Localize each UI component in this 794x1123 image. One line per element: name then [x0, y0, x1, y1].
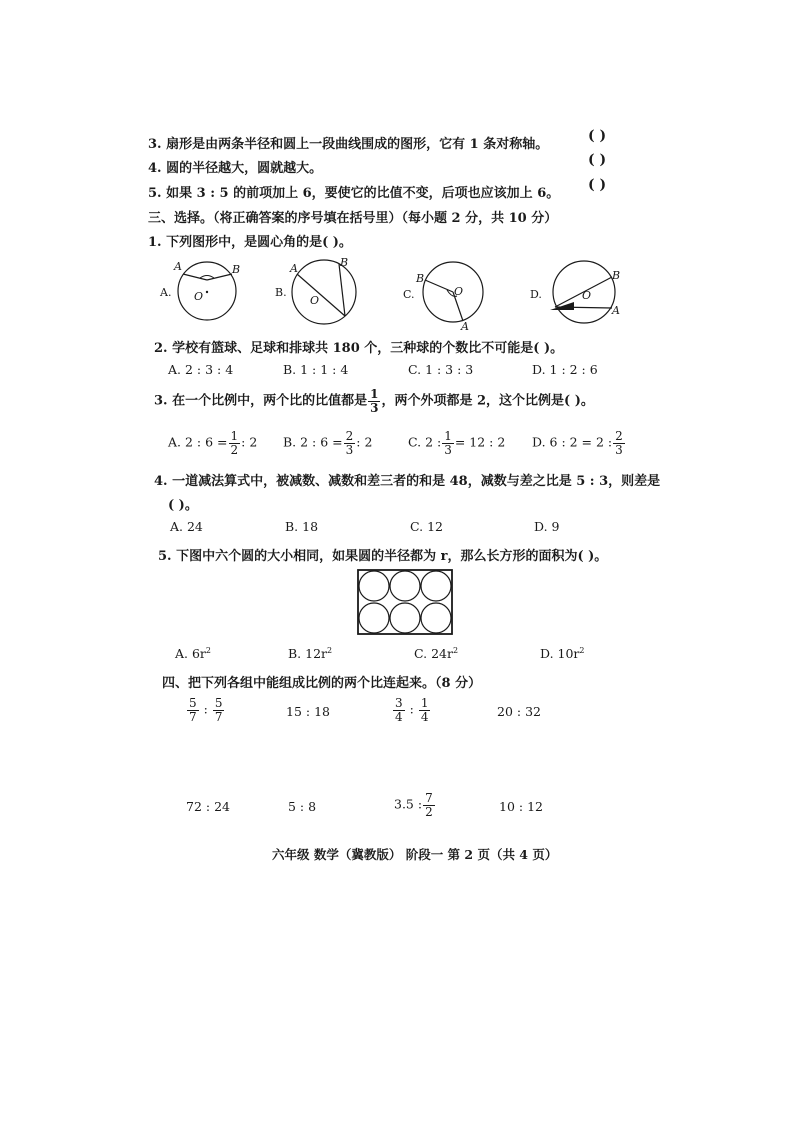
section3-title: 三、选择。（将正确答案的序号填在括号里）（每小题 2 分，共 10 分） [148, 211, 558, 226]
option-d-label: D. [530, 288, 542, 301]
q1-stem: 1. 下列图形中，是圆心角的是( )。 [148, 235, 352, 250]
q4-option-a[interactable]: A. 24 [170, 519, 203, 534]
option-a-label: A. [160, 286, 172, 299]
answer-paren-4[interactable]: ( ) [588, 152, 607, 168]
option-b-center: O [310, 294, 320, 307]
answer-paren-3[interactable]: ( ) [588, 128, 607, 144]
q4-option-b[interactable]: B. 18 [285, 519, 319, 534]
option-a-center: O [194, 290, 204, 303]
q2-option-c[interactable]: C. 1 : 3 : 3 [408, 362, 474, 377]
q3-stem-before: 3. 在一个比例中，两个比的比值都是 [154, 393, 368, 409]
option-d-point-b: B [612, 269, 621, 282]
option-b-diagram[interactable] [275, 256, 356, 324]
q4-option-c[interactable]: C. 12 [410, 519, 443, 534]
q2-option-b[interactable]: B. 1 : 1 : 4 [283, 362, 349, 377]
q4-stem-line2: ( )。 [168, 498, 198, 513]
q3-stem [154, 388, 594, 414]
ratio-top-1[interactable]: $\frac{5}{7}$ : $\frac{5}{7}$ [189, 696, 223, 724]
q3-stem-after: ，两个外项都是 2，这个比例是( )。 [381, 393, 594, 409]
option-a-diagram[interactable] [159, 260, 240, 320]
option-c-point-a: A [461, 320, 469, 333]
q5-option-a[interactable]: A. $6r^2$ [175, 646, 211, 662]
judge-item-4: 4. 圆的半径越大，圆就越大。 [148, 161, 323, 176]
option-d-point-a: A [612, 304, 620, 317]
q4-stem-line1: 4. 一道减法算式中，被减数、减数和差三者的和是 48，减数与差之比是 5 : 3，则差是 [154, 474, 661, 489]
q5-option-d[interactable]: D. $10r^2$ [540, 646, 585, 662]
option-a-point-b: B [232, 263, 241, 276]
q4-option-d[interactable]: D. 9 [534, 519, 560, 534]
q5-option-b[interactable]: B. $12r^2$ [288, 646, 333, 662]
ratio-top-2[interactable]: 15 : 18 [286, 704, 330, 719]
ratio-bottom-3[interactable]: 3.5 : $\frac{7}{2}$ [394, 791, 433, 819]
ratio-bottom-2[interactable]: 5 : 8 [288, 799, 317, 814]
q3-option-c[interactable]: C. 2 : $\frac{1}{3}$ = 12 : 2 [408, 429, 506, 457]
ratio-top-3[interactable]: $\frac{3}{4}$ : $\frac{1}{4}$ [395, 696, 429, 724]
option-c-center: O [454, 285, 464, 298]
q3-option-b[interactable]: B. 2 : 6 = $\frac{2}{3}$ : 2 [283, 429, 373, 457]
q2-stem: 2. 学校有篮球、足球和排球共 180 个，三种球的个数比不可能是( )。 [154, 341, 564, 356]
option-b-point-a: A [290, 262, 298, 275]
q5-stem: 5. 下图中六个圆的大小相同，如果圆的半径都为 r，那么长方形的面积为( )。 [158, 549, 608, 564]
option-a-point-a: A [174, 260, 182, 273]
judge-item-5: 5. 如果 3 : 5 的前项加上 6，要使它的比值不变，后项也应该加上 6。 [148, 186, 560, 201]
option-b-label: B. [275, 286, 287, 299]
page-footer: 六年级 数学（冀教版） 阶段一 第 2 页（共 4 页） [272, 847, 558, 862]
ratio-bottom-1[interactable]: 72 : 24 [186, 799, 230, 814]
ratio-bottom-4[interactable]: 10 : 12 [499, 799, 543, 814]
q5-option-c[interactable]: C. $24r^2$ [414, 646, 459, 662]
q2-option-d[interactable]: D. 1 : 2 : 6 [532, 362, 598, 377]
section4-title: 四、把下列各组中能组成比例的两个比连起来。（8 分） [162, 676, 482, 691]
q1-diagrams [150, 252, 650, 334]
q3-stem-fraction: $\frac{1}{3}$ [370, 387, 379, 415]
answer-paren-5[interactable]: ( ) [588, 177, 607, 193]
q2-option-a[interactable]: A. 2 : 3 : 4 [168, 362, 234, 377]
option-b-point-b: B [340, 256, 349, 269]
six-circles-rectangle-figure [356, 568, 456, 638]
option-d-center: O [582, 289, 592, 302]
q3-option-d[interactable]: D. 6 : 2 = 2 : $\frac{2}{3}$ [532, 429, 623, 457]
judge-item-3: 3. 扇形是由两条半径和圆上一段曲线围成的图形，它有 1 条对称轴。 [148, 137, 549, 152]
option-c-point-b: B [416, 272, 425, 285]
option-d-diagram[interactable] [530, 261, 620, 323]
option-c-diagram[interactable] [403, 262, 483, 333]
ratio-top-4[interactable]: 20 : 32 [497, 704, 541, 719]
option-c-label: C. [403, 288, 415, 301]
q3-option-a[interactable]: A. 2 : 6 = $\frac{1}{2}$ : 2 [168, 429, 258, 457]
